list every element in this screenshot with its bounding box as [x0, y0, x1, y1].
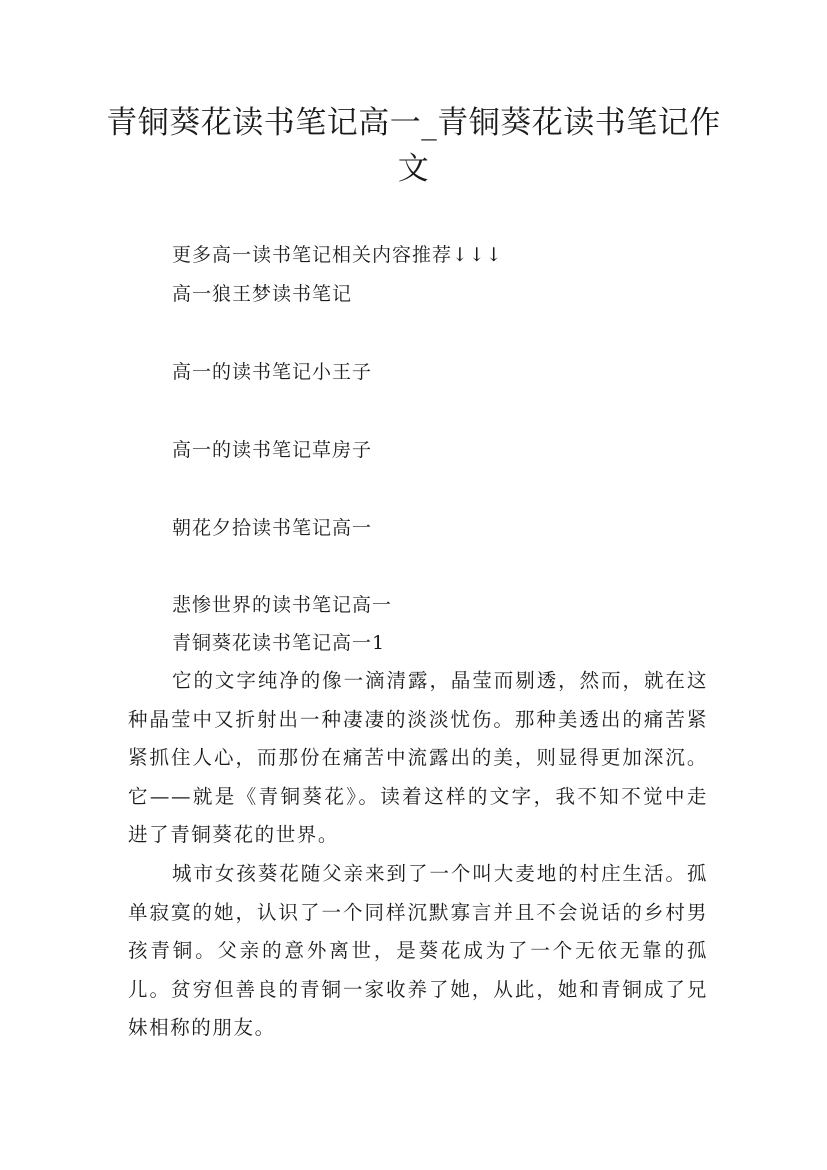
recommend-link-5[interactable]: 悲惨世界的读书笔记高一 [172, 594, 393, 616]
recommend-link-1[interactable]: 高一狼王梦读书笔记 [172, 283, 353, 305]
recommend-link-2[interactable]: 高一的读书笔记小王子 [172, 361, 373, 383]
body-paragraph-2: 城市女孩葵花随父亲来到了一个叫大麦地的村庄生活。孤单寂寞的她，认识了一个同样沉默寡言并且不会说话的乡村男孩青铜。父亲的意外离世，是葵花成为了一个无依无靠的孤儿。贫穷但善良的青铜一家收养了她，从此，她和青铜成了兄妹相称的朋友。 [128, 862, 708, 1039]
recommend-link-4[interactable]: 朝花夕拾读书笔记高一 [172, 517, 373, 539]
recommend-intro: 更多高一读书笔记相关内容推荐↓↓↓ [172, 244, 503, 266]
body-paragraph-1: 它的文字纯净的像一滴清露，晶莹而剔透，然而，就在这种晶莹中又折射出一种凄凄的淡淡忧伤。那种美透出的痛苦紧紧抓住人心，而那份在痛苦中流露出的美，则显得更加深沉。它——就是《青铜葵花》。读着这样的文字，我不知不觉中走进了青铜葵花的世界。 [128, 669, 708, 846]
recommend-link-3[interactable]: 高一的读书笔记草房子 [172, 439, 373, 461]
document-title: 青铜葵花读书笔记高一_青铜葵花读书笔记作文 [106, 105, 721, 187]
section-heading: 青铜葵花读书笔记高一1 [172, 632, 386, 654]
